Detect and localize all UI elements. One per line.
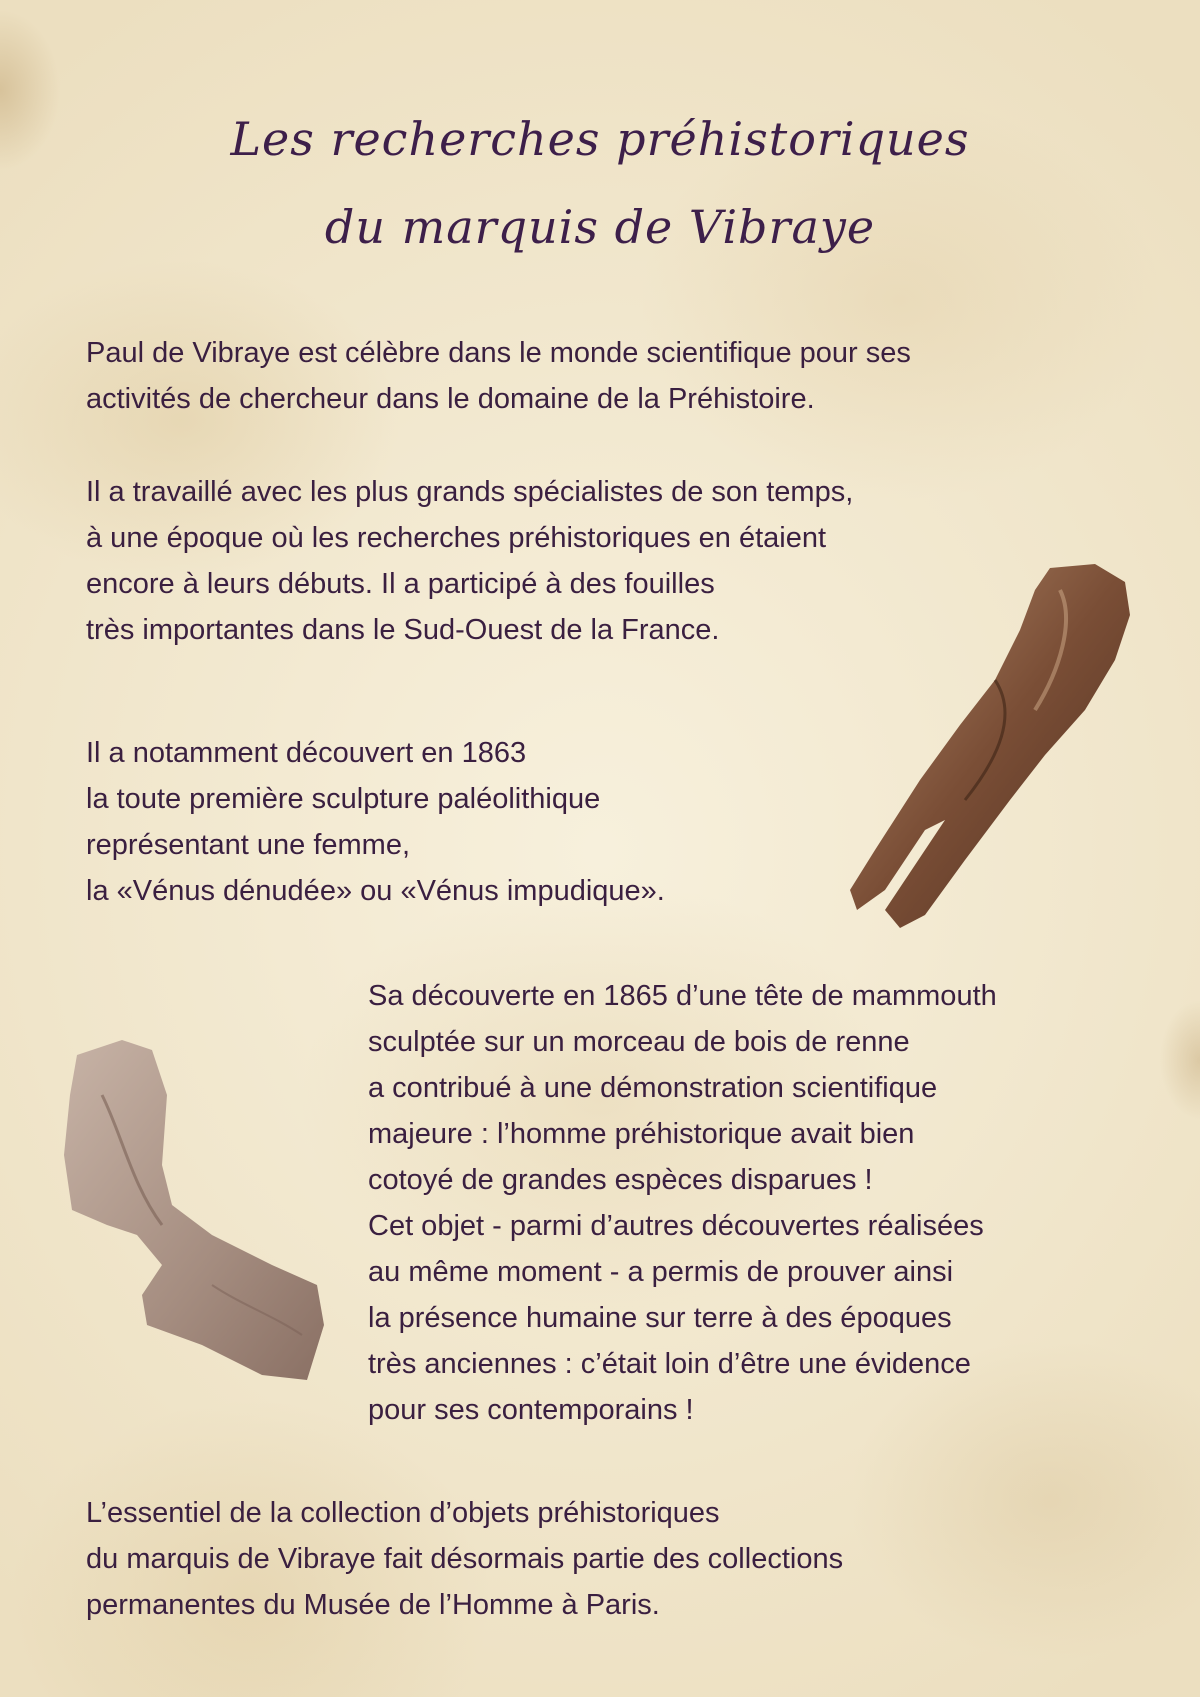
mammoth-carving-image xyxy=(62,1035,327,1385)
text-line: la toute première sculpture paléolithique xyxy=(86,783,601,815)
text-line: la «Vénus dénudée» ou «Vénus impudique». xyxy=(86,875,665,907)
text-line: a contribué à une démonstration scientifique xyxy=(368,1072,938,1104)
text-line: Sa découverte en 1865 d’une tête de mammouth xyxy=(368,980,997,1012)
text-line: très importantes dans le Sud-Ouest de la France. xyxy=(86,614,720,646)
text-line: Il a notamment découvert en 1863 xyxy=(86,737,527,769)
title-line-1: Les recherches préhistoriques xyxy=(230,112,970,166)
text-line: Cet objet - parmi d’autres découvertes réalisées xyxy=(368,1210,984,1242)
text-line: très anciennes : c’était loin d’être une évidence xyxy=(368,1348,971,1380)
text-line: cotoyé de grandes espèces disparues ! xyxy=(368,1164,873,1196)
text-line: représentant une femme, xyxy=(86,829,411,861)
text-line: sculptée sur un morceau de bois de renne xyxy=(368,1026,910,1058)
paragraph-intro xyxy=(86,330,911,422)
paragraph-mammoth xyxy=(368,973,997,1433)
text-line: Il a travaillé avec les plus grands spécialistes de son temps, xyxy=(86,476,854,508)
text-line: encore à leurs débuts. Il a participé à des fouilles xyxy=(86,568,715,600)
paragraph-venus xyxy=(86,730,665,914)
text-line: pour ses contemporains ! xyxy=(368,1394,694,1426)
text-line: activités de chercheur dans le domaine de la Préhistoire. xyxy=(86,383,815,415)
text-line: Paul de Vibraye est célèbre dans le monde scientifique pour ses xyxy=(86,337,911,369)
text-line: L’essentiel de la collection d’objets préhistoriques xyxy=(86,1497,720,1529)
text-line: permanentes du Musée de l’Homme à Paris. xyxy=(86,1589,660,1621)
text-line: majeure : l’homme préhistorique avait bien xyxy=(368,1118,915,1150)
paragraph-collection xyxy=(86,1490,843,1628)
venus-figurine-image xyxy=(845,560,1140,935)
text-line: la présence humaine sur terre à des époques xyxy=(368,1302,952,1334)
paragraph-specialists xyxy=(86,469,853,653)
title-line-2: du marquis de Vibraye xyxy=(324,200,876,254)
text-line: au même moment - a permis de prouver ainsi xyxy=(368,1256,954,1288)
text-line: à une époque où les recherches préhistoriques en étaient xyxy=(86,522,827,554)
text-line: du marquis de Vibraye fait désormais partie des collections xyxy=(86,1543,844,1575)
